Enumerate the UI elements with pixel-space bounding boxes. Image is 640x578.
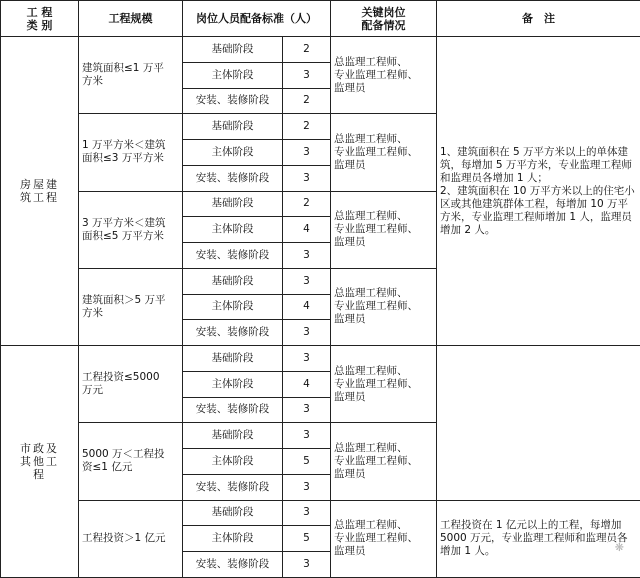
key-roles-cell: 总监理工程师、 专业监理工程师、 监理员 bbox=[331, 268, 437, 345]
stage-cell: 安装、装修阶段 bbox=[183, 320, 283, 346]
stage-cell: 主体阶段 bbox=[183, 294, 283, 320]
remarks-cell: 1、建筑面积在 5 万平方米以上的单体建筑，每增加 5 万平方米，专业监理工程师和监理员各增加 1 人； 2、建筑面积在 10 万平方米以上的住宅小区或其他建筑群体工程，每增加 10 万平方米，专业监理工程师增加 1 人，监理员增加 2 人。 bbox=[437, 37, 640, 346]
category-type: 房屋建 筑工程 bbox=[1, 37, 79, 346]
table-body bbox=[1, 37, 640, 578]
count-cell: 3 bbox=[283, 500, 331, 526]
header-key: 关键岗位 配备情况 bbox=[331, 1, 437, 37]
header-type: 工 程 类 别 bbox=[1, 1, 79, 37]
key-roles-cell: 总监理工程师、 专业监理工程师、 监理员 bbox=[331, 37, 437, 114]
scale-cell: 建筑面积≤1 万平 方米 bbox=[79, 37, 183, 114]
count-cell: 2 bbox=[283, 114, 331, 140]
count-cell: 3 bbox=[283, 140, 331, 166]
count-cell: 4 bbox=[283, 217, 331, 243]
stage-cell: 基础阶段 bbox=[183, 423, 283, 449]
count-cell: 2 bbox=[283, 37, 331, 63]
stage-cell: 基础阶段 bbox=[183, 37, 283, 63]
stage-cell: 主体阶段 bbox=[183, 371, 283, 397]
stage-cell: 基础阶段 bbox=[183, 268, 283, 294]
table-row bbox=[1, 500, 640, 526]
count-cell: 3 bbox=[283, 423, 331, 449]
count-cell: 4 bbox=[283, 371, 331, 397]
count-cell: 3 bbox=[283, 397, 331, 423]
key-roles-cell: 总监理工程师、 专业监理工程师、 监理员 bbox=[331, 191, 437, 268]
count-cell: 3 bbox=[283, 474, 331, 500]
stage-cell: 安装、装修阶段 bbox=[183, 474, 283, 500]
stage-cell: 主体阶段 bbox=[183, 526, 283, 552]
stage-cell: 基础阶段 bbox=[183, 500, 283, 526]
stage-cell: 安装、装修阶段 bbox=[183, 552, 283, 578]
count-cell: 3 bbox=[283, 268, 331, 294]
count-cell: 4 bbox=[283, 294, 331, 320]
scale-cell: 5000 万＜工程投 资≤1 亿元 bbox=[79, 423, 183, 500]
count-cell: 3 bbox=[283, 552, 331, 578]
key-roles-cell: 总监理工程师、 专业监理工程师、 监理员 bbox=[331, 500, 437, 578]
stage-cell: 主体阶段 bbox=[183, 140, 283, 166]
scale-cell: 建筑面积＞5 万平 方米 bbox=[79, 268, 183, 345]
table-row bbox=[1, 346, 640, 372]
stage-cell: 主体阶段 bbox=[183, 217, 283, 243]
stage-cell: 安装、装修阶段 bbox=[183, 165, 283, 191]
count-cell: 2 bbox=[283, 191, 331, 217]
count-cell: 3 bbox=[283, 320, 331, 346]
stage-cell: 基础阶段 bbox=[183, 191, 283, 217]
count-cell: 3 bbox=[283, 165, 331, 191]
scale-cell: 工程投资＞1 亿元 bbox=[79, 500, 183, 578]
stage-cell: 主体阶段 bbox=[183, 62, 283, 88]
key-roles-cell: 总监理工程师、 专业监理工程师、 监理员 bbox=[331, 423, 437, 500]
stage-cell: 安装、装修阶段 bbox=[183, 397, 283, 423]
header-scale: 工程规模 bbox=[79, 1, 183, 37]
key-roles-cell: 总监理工程师、 专业监理工程师、 监理员 bbox=[331, 346, 437, 423]
count-cell: 5 bbox=[283, 449, 331, 475]
count-cell: 5 bbox=[283, 526, 331, 552]
stage-cell: 基础阶段 bbox=[183, 346, 283, 372]
scale-cell: 3 万平方米＜建筑 面积≤5 万平方米 bbox=[79, 191, 183, 268]
stage-cell: 主体阶段 bbox=[183, 449, 283, 475]
key-roles-cell: 总监理工程师、 专业监理工程师、 监理员 bbox=[331, 114, 437, 191]
remarks-cell: 工程投资在 1 亿元以上的工程，每增加 5000 万元，专业监理工程师和监理员各增加 1 人。 bbox=[437, 500, 640, 578]
header-row bbox=[1, 1, 640, 37]
header-staff: 岗位人员配备标准（人） bbox=[183, 1, 331, 37]
stage-cell: 基础阶段 bbox=[183, 114, 283, 140]
table-row bbox=[1, 37, 640, 63]
watermark: ❋ bbox=[614, 541, 624, 554]
scale-cell: 1 万平方米＜建筑 面积≤3 万平方米 bbox=[79, 114, 183, 191]
scale-cell: 工程投资≤5000 万元 bbox=[79, 346, 183, 423]
count-cell: 3 bbox=[283, 346, 331, 372]
count-cell: 2 bbox=[283, 88, 331, 114]
stage-cell: 安装、装修阶段 bbox=[183, 243, 283, 269]
count-cell: 3 bbox=[283, 243, 331, 269]
header-remarks: 备 注 bbox=[437, 1, 640, 37]
stage-cell: 安装、装修阶段 bbox=[183, 88, 283, 114]
category-type: 市政及 其他工 程 bbox=[1, 346, 79, 578]
count-cell: 3 bbox=[283, 62, 331, 88]
remarks-cell-empty bbox=[437, 346, 640, 501]
